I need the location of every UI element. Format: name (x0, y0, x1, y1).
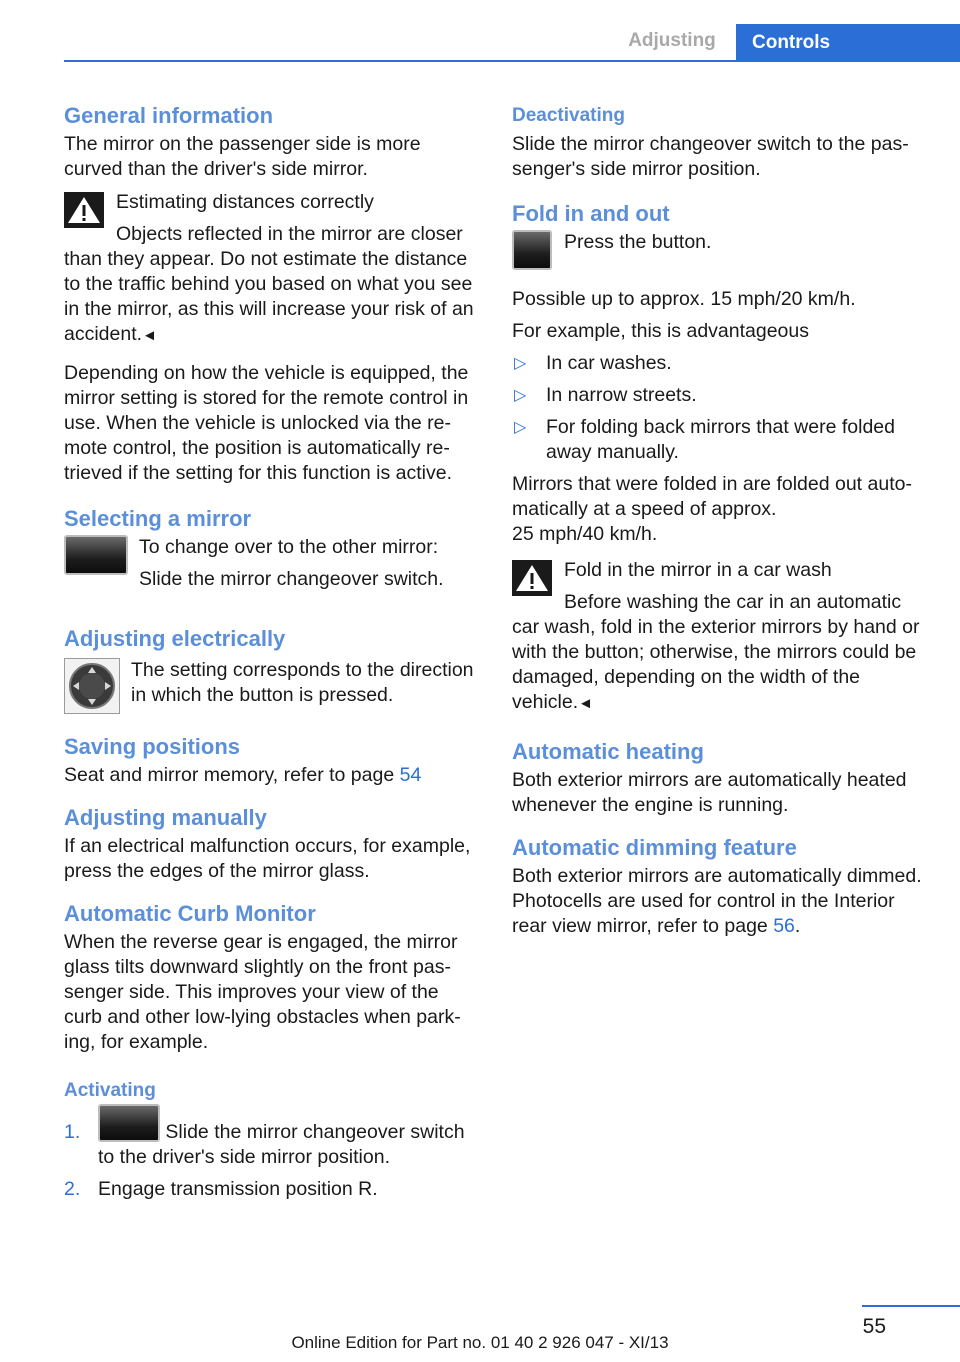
warning-triangle-icon (64, 192, 104, 228)
step-number: 1. (64, 1121, 81, 1143)
list-item: ▷ In car washes. (514, 352, 672, 374)
warning-car-wash (512, 558, 932, 716)
end-mark: ◄ (142, 327, 157, 344)
fold-in-out-heading: Fold in and out (512, 201, 670, 226)
end-mark: ◄ (578, 695, 593, 712)
page-link-54[interactable]: 54 (399, 764, 422, 786)
warning-body: than they appear. Do not estimate the distance to the traffic behind you based on what you see in the mirror, as this will increase your risk of an accident.◄ (64, 248, 474, 345)
general-information-heading: General information (64, 103, 274, 128)
footer-edition-text: Online Edition for Part no. 01 40 2 926 047 - XI/13 (291, 1333, 669, 1352)
fold-mirror-button-icon (512, 230, 552, 270)
footer-rule (862, 1305, 960, 1307)
warning-triangle-icon (512, 560, 552, 596)
fold-speed-text: Possible up to approx. 15 mph/20 km/h. (512, 288, 856, 310)
automatic-dimming-text: Both exterior mirrors are automatically dimmed. Photocells are used for control in the Interior rear view mirror, refer to page 56. (512, 865, 922, 937)
general-information-text: The mirror on the passenger side is more curved than the driver's side mirror. (64, 133, 421, 180)
selecting-mirror-heading: Selecting a mirror (64, 506, 252, 531)
warning-estimating-distances (64, 190, 480, 348)
fold-out-speed: 25 mph/40 km/h. (512, 523, 658, 545)
page-link-56[interactable]: 56 (773, 915, 795, 937)
automatic-heating-heading: Automatic heating (512, 739, 704, 764)
step-number: 2. (64, 1178, 81, 1200)
selecting-mirror-block (64, 535, 480, 605)
mirror-memory-text: Depending on how the vehicle is equipped, the mirror setting is stored for the remote control in use. When the vehicle is unlocked via the remote control, the position is automatically retrieved if the setting for this function is active. (64, 362, 469, 484)
mirror-adjust-button-icon (64, 658, 120, 714)
saving-positions-text: Seat and mirror memory, refer to page 54 (64, 764, 422, 786)
bullet-triangle-icon: ▷ (514, 387, 527, 404)
header-section-tab: Adjusting (628, 30, 716, 51)
adjusting-manually-text: If an electrical malfunction occurs, for example, press the edges of the mirror glass. (64, 835, 471, 882)
bullet-triangle-icon: ▷ (514, 419, 527, 436)
page-number: 55 (862, 1315, 886, 1338)
warning-title: Estimating distances correctly (116, 191, 374, 213)
fold-intro-text: For example, this is advantageous (512, 320, 809, 342)
adjusting-electrically-text: The setting corresponds to the direction in which the button is pressed. (131, 659, 474, 706)
header-chapter-tab: Controls (736, 24, 960, 62)
activating-step-2: 2. Engage transmission position R. (64, 1178, 378, 1200)
right-column (512, 100, 932, 939)
list-item: ▷ In narrow streets. (514, 384, 697, 406)
fold-button-block (512, 230, 932, 282)
activating-heading: Activating (64, 1080, 156, 1101)
header-rule (64, 60, 960, 62)
left-column (64, 100, 480, 1209)
warning-body-first-line: Objects reflected in the mirror are closer (116, 223, 463, 245)
deactivating-heading: Deactivating (512, 105, 625, 126)
warning-title: Fold in the mirror in a car wash (564, 559, 832, 581)
selecting-mirror-line-1: To change over to the other mirror: (139, 536, 439, 558)
automatic-dimming-heading: Automatic dimming feature (512, 835, 797, 860)
saving-positions-heading: Saving positions (64, 734, 241, 759)
list-item: ▷ For folding back mirrors that were folded away manually. (514, 416, 895, 463)
activating-steps (64, 1120, 480, 1202)
curb-monitor-heading: Automatic Curb Monitor (64, 901, 316, 926)
mirror-changeover-switch-icon (64, 535, 128, 575)
mirror-changeover-switch-icon (98, 1104, 160, 1142)
fold-advantages-list (512, 351, 932, 465)
warning-body-first-line: Before washing the car in an automatic (564, 591, 902, 613)
activating-step-1: 1. Slide the mirror changeover switch to the driver's side mirror position. (64, 1120, 480, 1170)
adjusting-manually-heading: Adjusting manually (64, 805, 267, 830)
curb-monitor-text: When the reverse gear is engaged, the mirror glass tilts downward slightly on the front passenger side. This improves your view of the curb and other low-lying obstacles when parking, for example. (64, 931, 461, 1053)
bullet-triangle-icon: ▷ (514, 355, 527, 372)
adjusting-electrically-block (64, 658, 480, 722)
automatic-heating-text: Both exterior mirrors are automatically heated whenever the engine is running. (512, 769, 907, 816)
fold-out-text: Mirrors that were folded in are folded out automatically at a speed of approx. (512, 473, 912, 520)
selecting-mirror-line-2: Slide the mirror changeover switch. (139, 568, 444, 590)
warning-body: car wash, fold in the exterior mirrors by hand or with the button; otherwise, the mirrors could be damaged, depending on the width of the vehicle.◄ (512, 616, 920, 713)
deactivating-text: Slide the mirror changeover switch to the passenger's side mirror position. (512, 133, 909, 180)
adjusting-electrically-heading: Adjusting electrically (64, 626, 286, 651)
fold-press-text: Press the button. (564, 231, 712, 253)
